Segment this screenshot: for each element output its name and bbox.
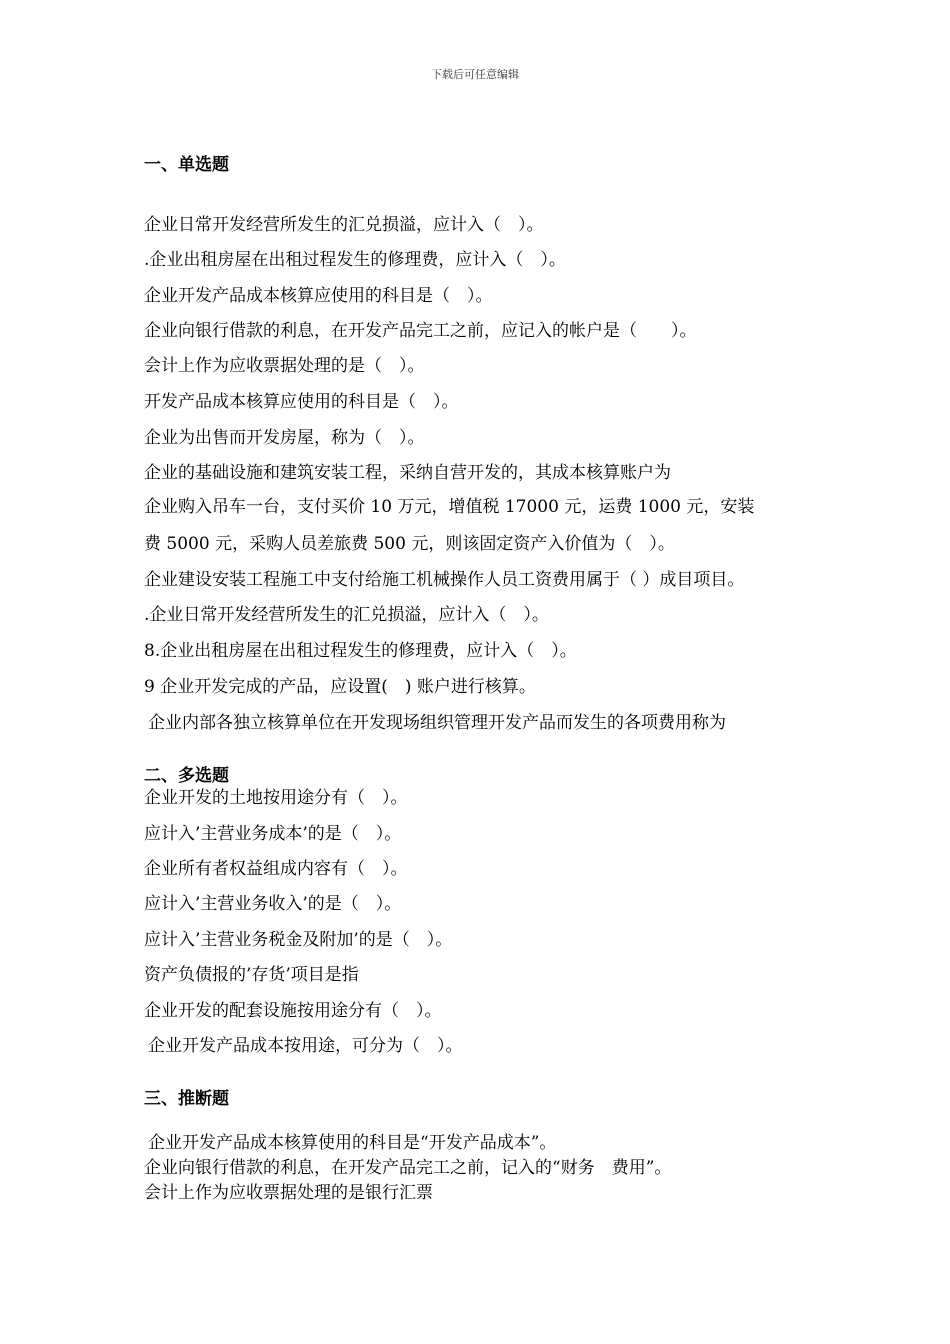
question-line: 应计入’主营业务收入’的是（ ）。 <box>144 894 402 914</box>
section-title-true-false: 三、推断题 <box>144 1089 229 1109</box>
question-line: .企业出租房屋在出租过程发生的修理费，应计入（ ）。 <box>144 250 566 270</box>
question-line: 企业向银行借款的利息，在开发产品完工之前，应记入的帐户是（ ）。 <box>144 321 697 341</box>
question-line: 企业内部各独立核算单位在开发现场组织管理开发产品而发生的各项费用称为 <box>148 713 726 733</box>
question-line: 企业开发产品成本按用途，可分为（ ）。 <box>148 1036 463 1056</box>
question-line: 费 5000 元，采购人员差旅费 500 元，则该固定资产入价值为（ ）。 <box>144 534 675 554</box>
question-line: 8.企业出租房屋在出租过程发生的修理费，应计入（ ）。 <box>144 641 577 661</box>
question-line: 应计入’主营业务成本’的是（ ）。 <box>144 824 402 844</box>
question-line: 会计上作为应收票据处理的是（ ）。 <box>144 356 425 376</box>
question-line: 企业开发产品成本核算应使用的科目是（ ）。 <box>144 286 493 306</box>
question-line: 企业开发的配套设施按用途分有（ ）。 <box>144 1001 442 1021</box>
question-line: 企业建设安装工程施工中支付给施工机械操作人员工资费用属于（ ）成目项目。 <box>144 570 745 590</box>
page-header: 下载后可任意编辑 <box>431 68 519 81</box>
section-title-single-choice: 一、单选题 <box>144 155 229 175</box>
question-line: 应计入’主营业务税金及附加’的是（ ）。 <box>144 930 453 950</box>
question-line: 会计上作为应收票据处理的是银行汇票 <box>144 1183 433 1203</box>
question-line: 开发产品成本核算应使用的科目是（ ）。 <box>144 392 459 412</box>
question-line: 9 企业开发完成的产品，应设置( ) 账户进行核算。 <box>144 677 536 697</box>
question-line: .企业日常开发经营所发生的汇兑损溢，应计入（ ）。 <box>144 605 549 625</box>
question-line: 资产负债报的’存货’项目是指 <box>144 965 359 985</box>
question-line: 企业购入吊车一台，支付买价 10 万元，增值税 17000 元，运费 1000 元，安装 <box>144 497 755 517</box>
question-line: 企业所有者权益组成内容有（ ）。 <box>144 859 408 879</box>
question-line: 企业日常开发经营所发生的汇兑损溢，应计入（ ）。 <box>144 215 544 235</box>
question-line: 企业为出售而开发房屋，称为（ ）。 <box>144 428 425 448</box>
question-line: 企业向银行借款的利息，在开发产品完工之前，记入的“财务 费用”。 <box>144 1158 672 1178</box>
question-line: 企业开发产品成本核算使用的科目是“开发产品成本”。 <box>148 1133 557 1153</box>
question-line: 企业的基础设施和建筑安装工程，采纳自营开发的，其成本核算账户为 <box>144 463 671 483</box>
question-line: 企业开发的土地按用途分有（ ）。 <box>144 788 408 808</box>
section-title-multiple-choice: 二、多选题 <box>144 766 229 786</box>
